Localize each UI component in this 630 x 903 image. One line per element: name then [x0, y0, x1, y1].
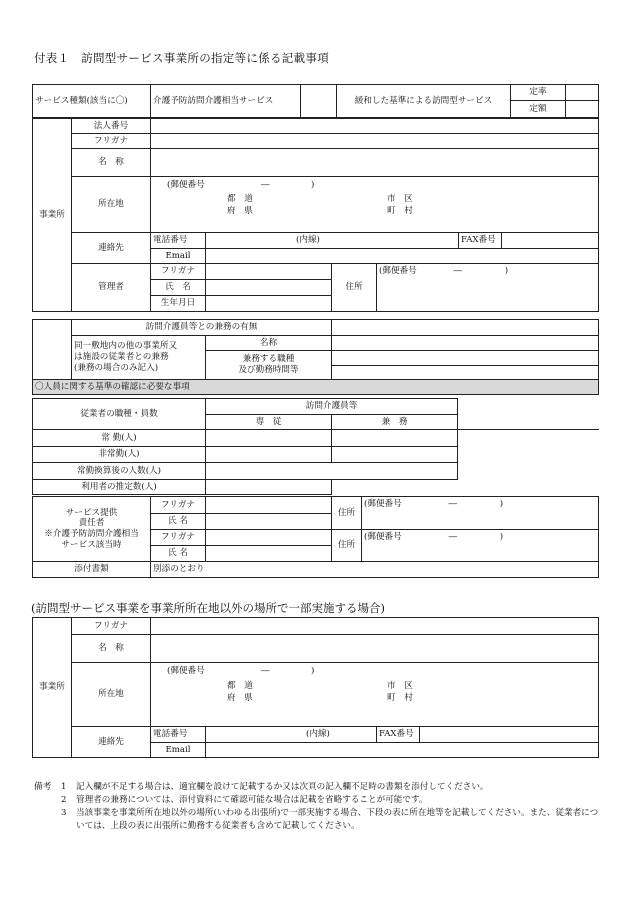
service-type-table	[32, 84, 599, 118]
note-num: 1	[61, 782, 67, 792]
blank-cell	[458, 447, 599, 463]
branch-postal-open: (郵便番号	[167, 666, 205, 676]
tel-label: 電話番号	[151, 233, 206, 249]
note-num: 2	[61, 794, 67, 805]
branch-office-label: 事業所	[33, 618, 72, 758]
manager-furigana-field[interactable]	[206, 264, 332, 280]
branch-fuken-label: 府 県	[227, 693, 253, 703]
attach-label: 添付書類	[33, 562, 151, 578]
blank-cell	[458, 399, 599, 430]
postal-open: (郵便番号	[167, 180, 205, 190]
note-text: 管理者の兼務については、添付資料にて確認可能な場合は記載を省略することが可能です。	[76, 794, 428, 805]
provider2-name-label: 氏 名	[151, 546, 206, 562]
branch-tel-label: 電話番号	[151, 727, 206, 743]
provider1-dash: ―	[448, 499, 458, 509]
manager-name-field[interactable]	[206, 280, 332, 296]
postal-dash: ―	[261, 180, 270, 190]
hijoukin-part-field[interactable]	[332, 447, 458, 463]
branch-furigana-label: フリガナ	[72, 618, 151, 635]
office-name-label: 名 称	[72, 149, 151, 177]
visiting-label: 訪問介護員等	[206, 399, 458, 415]
provider2-address-field[interactable]	[362, 530, 599, 562]
branch-name-field[interactable]	[151, 635, 599, 663]
ext-label: (内線)	[296, 235, 320, 245]
provider-line-1: サービス提供	[65, 507, 118, 518]
provider-line-4: サービス該当時	[61, 539, 122, 550]
branch-postal-dash: ―	[261, 666, 270, 676]
provider1-postal: (郵便番号	[364, 499, 402, 509]
office-address-label: 所在地	[72, 177, 151, 233]
branch-todo-label: 都 道	[227, 681, 253, 691]
provider1-address-field[interactable]	[362, 497, 599, 530]
manager-postal-dash: ―	[453, 266, 463, 276]
hijoukin-label: 非常勤(人)	[33, 447, 206, 463]
branch-email-field[interactable]	[206, 743, 599, 758]
sub-title: (訪問型サービス事業を事業所所在地以外の場所で一部実施する場合)	[31, 601, 385, 615]
duty-label	[206, 351, 332, 380]
duty-line-1: 兼務する職種	[242, 354, 295, 365]
office-furigana-field[interactable]	[151, 134, 599, 149]
fax-field[interactable]	[502, 233, 599, 249]
branch-shiku-label: 市 区	[387, 681, 413, 691]
office-address-field[interactable]	[151, 177, 599, 233]
full-time-label: 専 従	[206, 415, 332, 430]
other-line-3: (兼務の場合のみ記入)	[74, 362, 159, 373]
fax-label: FAX番号	[459, 233, 502, 249]
provider1-furigana-label: フリガナ	[151, 497, 206, 514]
branch-fax-field[interactable]	[420, 727, 599, 743]
office-label: 事業所	[33, 119, 72, 312]
fte-field[interactable]	[206, 463, 458, 480]
tel-field[interactable]	[206, 233, 459, 249]
branch-fax-label: FAX番号	[377, 727, 420, 743]
notes-head: 備考	[34, 782, 52, 792]
duty-line-2: 及び勤務時間等	[238, 365, 299, 375]
manager-postal-open: (郵便番号	[379, 266, 417, 276]
manager-furigana-label: フリガナ	[151, 264, 206, 280]
branch-name-label: 名 称	[72, 635, 151, 663]
care-prev-mark-cell[interactable]	[301, 85, 337, 118]
branch-choson-label: 町 村	[387, 693, 413, 703]
shiku-label: 市 区	[387, 194, 413, 204]
other-name-label: 名称	[206, 336, 332, 351]
joukin-full-field[interactable]	[206, 430, 332, 447]
users-label: 利用者の推定数(人)	[33, 480, 206, 495]
staff-form-table	[32, 319, 599, 395]
provider2-furigana-label: フリガナ	[151, 530, 206, 546]
note-text: 当該事業を事業所所在地以外の場所(いわゆる出張所)で一部実施する場合、下段の表に所在地等を記載してください。また、従業者については、上段の表に出張所に勤務する従業者も含めて記載してください。	[76, 807, 599, 831]
provider-label	[33, 497, 151, 562]
branch-email-label: Email	[151, 743, 206, 758]
provider2-address-label: 住所	[332, 530, 362, 562]
blank-cell	[458, 463, 599, 480]
fuken-label: 府 県	[227, 206, 253, 216]
teiritsu-label: 定率	[511, 85, 566, 101]
form-title: 付表１ 訪問型サービス事業所の指定等に係る記載事項	[34, 51, 329, 65]
corp-no-label: 法人番号	[72, 119, 151, 134]
manager-label-cont	[33, 320, 72, 380]
provider-line-3: ※介護予防訪問介護相当	[44, 529, 139, 539]
blank-cell	[458, 430, 599, 447]
note-indent	[34, 807, 61, 833]
note-text: 記入欄が不足する場合は、適宜欄を設けて記載するか又は次頁の記入欄不足時の書類を添付してください。	[76, 782, 489, 792]
other-facility-label	[72, 336, 206, 380]
email-label: Email	[151, 249, 206, 264]
teigaku-label: 定額	[511, 101, 566, 118]
blank-cell	[458, 480, 599, 495]
notes	[34, 781, 600, 833]
provider-line-2: 責任者	[78, 518, 105, 529]
branch-furigana-field[interactable]	[151, 618, 599, 635]
provider2-furigana-field[interactable]	[206, 530, 332, 546]
provider2-close: )	[499, 532, 504, 542]
care-prev-option[interactable]: 介護予防訪問介護相当サービス	[151, 85, 301, 118]
manager-address-field[interactable]	[377, 264, 599, 312]
other-line-2: は施設の従業者との兼務	[74, 352, 169, 363]
provider-table	[32, 496, 599, 578]
postal-close: )	[311, 180, 315, 190]
provider1-name-label: 氏 名	[151, 514, 206, 530]
staff-section-header: 〇人員に関する基準の確認に必要な事項	[33, 380, 599, 395]
office-furigana-label: フリガナ	[72, 134, 151, 149]
main-form-table	[32, 118, 599, 312]
joukin-part-field[interactable]	[332, 430, 458, 447]
provider2-name-field[interactable]	[206, 546, 332, 562]
teiritsu-mark-cell[interactable]	[566, 85, 599, 101]
branch-office-table	[32, 617, 599, 758]
teigaku-mark-cell[interactable]	[566, 101, 599, 118]
branch-address-label: 所在地	[72, 663, 151, 727]
manager-label: 管理者	[72, 264, 151, 312]
users-field[interactable]	[206, 480, 332, 495]
branch-postal-close: )	[311, 666, 315, 676]
hijoukin-full-field[interactable]	[206, 447, 332, 463]
note-item	[34, 781, 600, 794]
branch-tel-field[interactable]	[206, 727, 377, 743]
todo-label: 都 道	[227, 194, 253, 204]
manager-address-label: 住所	[332, 264, 377, 312]
relaxed-option[interactable]: 緩和した基準による訪問型サービス	[337, 85, 511, 118]
provider1-address-label: 住所	[332, 497, 362, 530]
provider2-postal: (郵便番号	[364, 532, 402, 542]
manager-name-label: 氏 名	[151, 280, 206, 296]
part-time-label: 兼 務	[332, 415, 458, 430]
staff-count-table	[32, 398, 599, 495]
provider1-name-field[interactable]	[206, 514, 332, 530]
other-line-1: 同一敷地内の他の事業所又	[74, 341, 178, 352]
corp-no-field[interactable]	[151, 119, 599, 134]
provider1-close: )	[499, 499, 504, 509]
concurrent-label: 訪問介護員等との兼務の有無	[72, 320, 332, 336]
manager-birth-field[interactable]	[206, 296, 332, 312]
other-name-field[interactable]	[332, 336, 599, 351]
branch-ext-label: (内線)	[306, 729, 330, 739]
note-item	[34, 794, 600, 807]
contact-label: 連絡先	[72, 233, 151, 264]
note-indent	[34, 794, 61, 807]
note-item	[34, 807, 600, 833]
office-name-field[interactable]	[151, 149, 599, 177]
choson-label: 町 村	[387, 206, 413, 216]
fte-label: 常勤換算後の人数(人)	[33, 463, 206, 480]
note-num: 3	[61, 807, 67, 818]
manager-postal-close: )	[504, 266, 509, 276]
job-title-label: 従業者の職種・員数	[33, 399, 206, 430]
blank-cell	[332, 480, 458, 495]
provider2-dash: ―	[448, 532, 458, 542]
branch-contact-label: 連絡先	[72, 727, 151, 758]
service-type-label: サービス種類(該当に〇)	[33, 85, 151, 118]
provider1-furigana-field[interactable]	[206, 497, 332, 514]
duty-field-1[interactable]	[332, 351, 599, 366]
concurrent-field[interactable]	[332, 320, 599, 336]
joukin-label: 常 勤(人)	[33, 430, 206, 447]
email-field[interactable]	[206, 249, 599, 264]
attach-value: 別添のとおり	[151, 562, 599, 578]
duty-field-2[interactable]	[332, 366, 599, 380]
branch-address-field[interactable]	[151, 663, 599, 727]
manager-birth-label: 生年月日	[151, 296, 206, 312]
